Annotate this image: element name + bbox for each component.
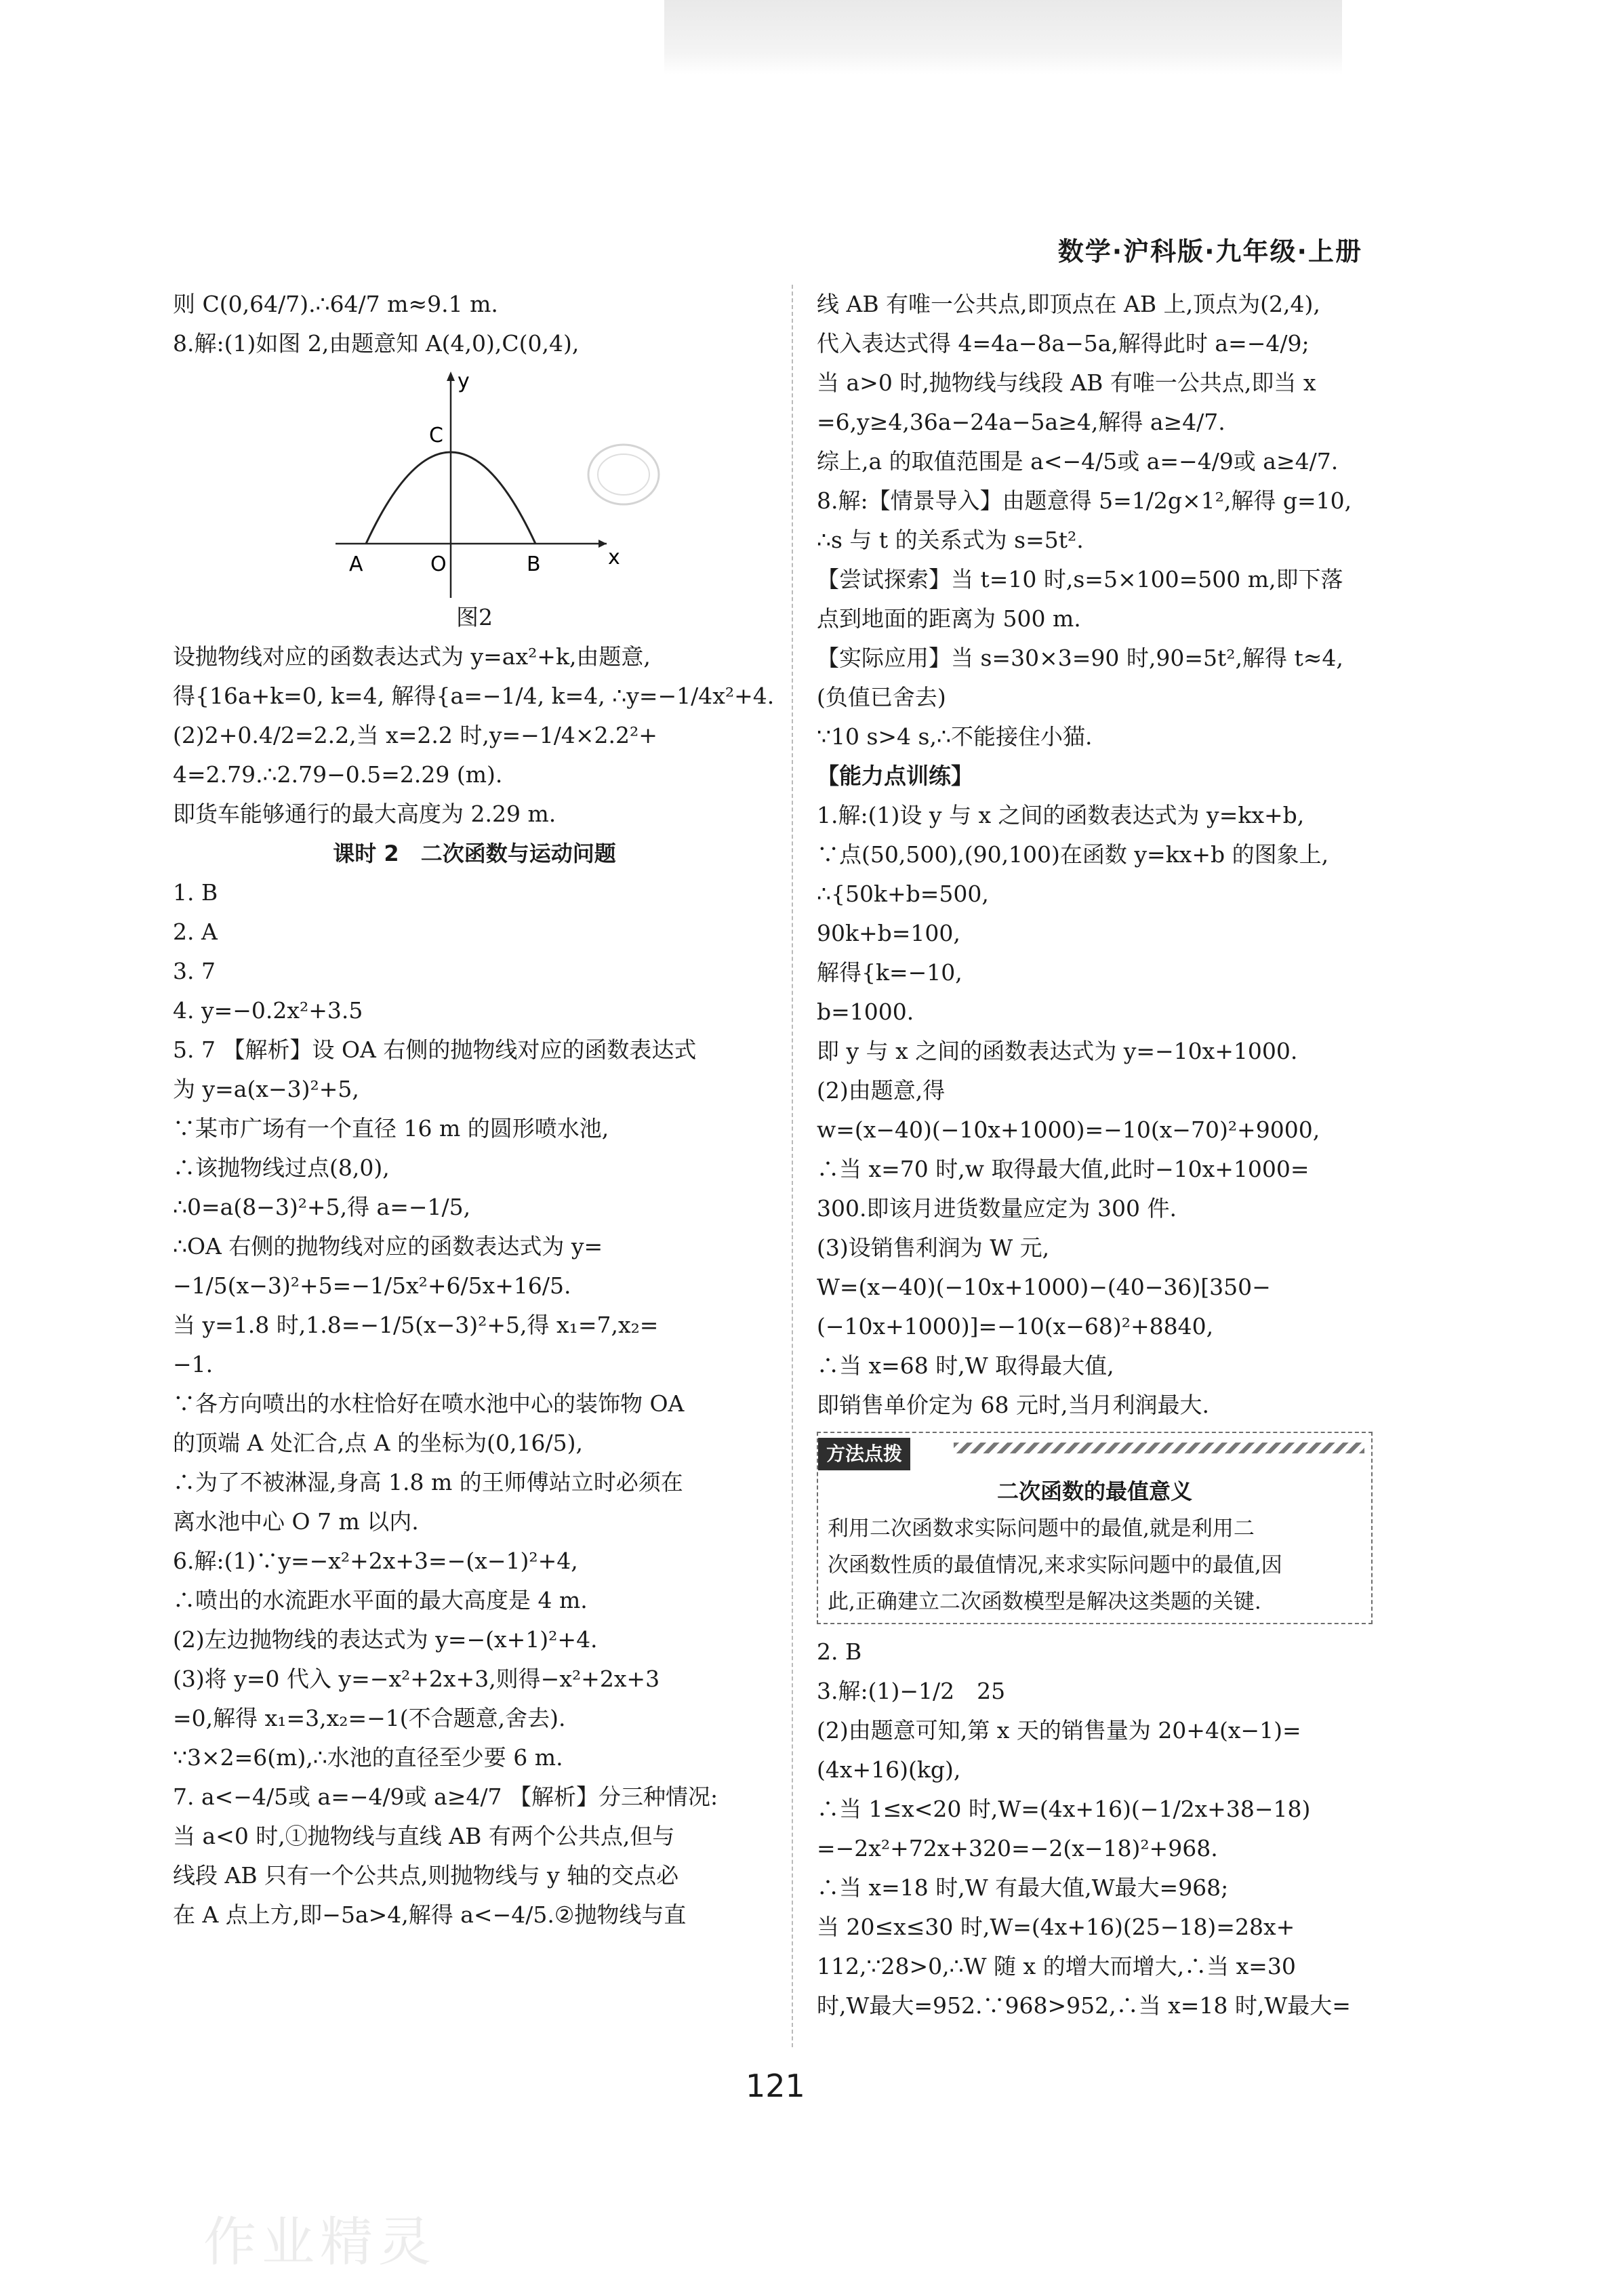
column-divider <box>792 285 793 2047</box>
text-line: 为 y=a(x−3)²+5, <box>173 1076 359 1102</box>
text-line: 当 20≤x≤30 时,W=(4x+16)(25−18)=28x+ <box>817 1914 1295 1940</box>
text-line: 即销售单价定为 68 元时,当月利润最大. <box>817 1392 1209 1418</box>
text-line: (负值已舍去) <box>817 684 946 710</box>
text-line: (2)左边抛物线的表达式为 y=−(x+1)²+4. <box>173 1626 598 1653</box>
answer-line: 2. A <box>173 919 218 945</box>
text-line: ∴当 x=68 时,W 取得最大值, <box>817 1352 1114 1379</box>
text-line: ∵各方向喷出的水柱恰好在喷水池中心的装饰物 OA <box>173 1390 685 1417</box>
point-a-label: A <box>349 552 363 576</box>
text-line: 300.即该月进货数量应定为 300 件. <box>817 1195 1177 1222</box>
text-line: ∵某市广场有一个直径 16 m 的圆形喷水池, <box>173 1115 609 1142</box>
x-axis-arrow <box>598 540 607 548</box>
text-line: 得{16a+k=0, k=4, 解得{a=−1/4, k=4, ∴y=−1/4x²+4. <box>173 683 775 709</box>
text-line: 3.解:(1)−1/2 25 <box>817 1678 1006 1704</box>
text-line: −1. <box>173 1351 214 1377</box>
text-line: (3)设销售利润为 W 元, <box>817 1234 1050 1261</box>
stamp-icon <box>583 434 664 515</box>
text-line: ∴0=a(8−3)²+5,得 a=−1/5, <box>173 1194 471 1220</box>
scan-shadow-band <box>664 0 1342 75</box>
text-line: 即 y 与 x 之间的函数表达式为 y=−10x+1000. <box>817 1038 1298 1064</box>
text-line: 90k+b=100, <box>817 920 960 946</box>
text-line: ∴{50k+b=500, <box>817 881 989 907</box>
tip-stripe <box>954 1443 1364 1453</box>
method-tip-line: 此,正确建立二次函数模型是解决这类题的关键. <box>828 1590 1261 1614</box>
answer-line: 2. B <box>817 1638 862 1665</box>
text-line: =0,解得 x₁=3,x₂=−1(不合题意,舍去). <box>173 1705 566 1731</box>
text-line: 6.解:(1)∵y=−x²+2x+3=−(x−1)²+4, <box>173 1548 578 1574</box>
text-line: ∵点(50,500),(90,100)在函数 y=kx+b 的图象上, <box>817 841 1329 868</box>
text-line: w=(x−40)(−10x+1000)=−10(x−70)²+9000, <box>817 1116 1320 1143</box>
text-line: 的顶端 A 处汇合,点 A 的坐标为(0,16/5), <box>173 1430 583 1456</box>
page-header: 数学·沪科版·九年级·上册 <box>1057 237 1362 266</box>
watermark: 作业精灵 <box>203 2212 437 2273</box>
text-line: 当 a<0 时,①抛物线与直线 AB 有两个公共点,但与 <box>173 1823 675 1849</box>
section-heading: 【能力点训练】 <box>817 763 973 789</box>
text-line: 【尝试探索】当 t=10 时,s=5×100=500 m,即下落 <box>817 566 1343 592</box>
point-c-label: C <box>429 424 443 447</box>
method-tip-line: 利用二次函数求实际问题中的最值,就是利用二 <box>828 1516 1255 1541</box>
method-tip-tag: 方法点拨 <box>818 1438 910 1470</box>
x-axis-label: x <box>608 546 620 569</box>
text-line: ∵10 s>4 s,∴不能接住小猫. <box>817 723 1093 750</box>
method-tip-box <box>817 1432 1373 1624</box>
text-line: 离水池中心 O 7 m 以内. <box>173 1508 419 1535</box>
text-line: 8.解:【情景导入】由题意得 5=1/2g×1²,解得 g=10, <box>817 487 1352 514</box>
text-line: 解得{k=−10, <box>817 959 962 986</box>
text-line: ∴该抛物线过点(8,0), <box>173 1154 390 1181</box>
text-line: ∴为了不被淋湿,身高 1.8 m 的王师傅站立时必须在 <box>173 1469 683 1495</box>
text-line: (−10x+1000)]=−10(x−68)²+8840, <box>817 1313 1214 1340</box>
text-line: ∵3×2=6(m),∴水池的直径至少要 6 m. <box>173 1744 563 1771</box>
text-line: 代入表达式得 4=4a−8a−5a,解得此时 a=−4/9; <box>817 330 1310 357</box>
text-line: (2)由题意可知,第 x 天的销售量为 20+4(x−1)= <box>817 1717 1301 1744</box>
text-line: (2)由题意,得 <box>817 1077 946 1104</box>
text-line: ∴s 与 t 的关系式为 s=5t². <box>817 527 1084 553</box>
parabola-figure <box>173 367 776 598</box>
text-line: =−2x²+72x+320=−2(x−18)²+968. <box>817 1835 1218 1861</box>
method-tip-line: 次函数性质的最值情况,来求实际问题中的最值,因 <box>828 1553 1282 1577</box>
point-b-label: B <box>527 552 541 576</box>
answer-line: 1. B <box>173 879 218 906</box>
parabola-graph <box>336 367 620 598</box>
text-line: 则 C(0,64/7).∴64/7 m≈9.1 m. <box>173 291 498 317</box>
text-line: 即货车能够通行的最大高度为 2.29 m. <box>173 801 556 827</box>
text-line: ∴当 x=70 时,w 取得最大值,此时−10x+1000= <box>817 1156 1310 1182</box>
text-line: =6,y≥4,36a−24a−5a≥4,解得 a≥4/7. <box>817 409 1225 435</box>
text-line: 4=2.79.∴2.79−0.5=2.29 (m). <box>173 761 503 788</box>
text-line: 时,W最大=952.∵968>952,∴当 x=18 时,W最大= <box>817 1992 1351 2019</box>
left-column <box>173 285 776 1935</box>
text-line: 在 A 点上方,即−5a>4,解得 a<−4/5.②抛物线与直 <box>173 1901 687 1928</box>
text-line: 1.解:(1)设 y 与 x 之间的函数表达式为 y=kx+b, <box>817 802 1305 828</box>
text-line: (3)将 y=0 代入 y=−x²+2x+3,则得−x²+2x+3 <box>173 1666 660 1692</box>
text-line: 【实际应用】当 s=30×3=90 时,90=5t²,解得 t≈4, <box>817 645 1343 671</box>
text-line: 点到地面的距离为 500 m. <box>817 605 1081 632</box>
text-line: 5. 7 【解析】设 OA 右侧的抛物线对应的函数表达式 <box>173 1036 697 1063</box>
text-line: 线 AB 有唯一公共点,即顶点在 AB 上,顶点为(2,4), <box>817 291 1320 317</box>
text-line: ∴当 1≤x<20 时,W=(4x+16)(−1/2x+38−18) <box>817 1796 1311 1822</box>
text-line: ∴当 x=18 时,W 有最大值,W最大=968; <box>817 1874 1229 1901</box>
text-line: 线段 AB 只有一个公共点,则抛物线与 y 轴的交点必 <box>173 1862 679 1889</box>
text-line: 设抛物线对应的函数表达式为 y=ax²+k,由题意, <box>173 643 651 670</box>
text-line: 当 y=1.8 时,1.8=−1/5(x−3)²+5,得 x₁=7,x₂= <box>173 1312 659 1338</box>
lesson-heading: 课时 2 二次函数与运动问题 <box>333 841 616 866</box>
text-line: 8.解:(1)如图 2,由题意知 A(4,0),C(0,4), <box>173 330 580 357</box>
origin-label: O <box>430 552 447 576</box>
text-line: 112,∵28>0,∴W 随 x 的增大而增大,∴当 x=30 <box>817 1953 1296 1979</box>
text-line: b=1000. <box>817 999 914 1025</box>
text-line: (2)2+0.4/2=2.2,当 x=2.2 时,y=−1/4×2.2²+ <box>173 722 657 748</box>
y-axis-label: y <box>458 369 470 393</box>
answer-line: 3. 7 <box>173 958 216 984</box>
text-line: −1/5(x−3)²+5=−1/5x²+6/5x+16/5. <box>173 1272 571 1299</box>
text-line: W=(x−40)(−10x+1000)−(40−36)[350− <box>817 1274 1271 1300</box>
text-line: (4x+16)(kg), <box>817 1756 961 1783</box>
y-axis-arrow <box>447 371 455 381</box>
text-line: 7. a<−4/5或 a=−4/9或 a≥4/7 【解析】分三种情况: <box>173 1784 718 1810</box>
right-column <box>817 285 1373 2026</box>
answer-line: 4. y=−0.2x²+3.5 <box>173 997 363 1024</box>
page-number: 121 <box>746 2068 805 2104</box>
text-line: 综上,a 的取值范围是 a<−4/5或 a=−4/9或 a≥4/7. <box>817 448 1339 475</box>
text-line: ∴OA 右侧的抛物线对应的函数表达式为 y= <box>173 1233 603 1260</box>
text-line: 当 a>0 时,抛物线与线段 AB 有唯一公共点,即当 x <box>817 369 1316 396</box>
method-tip-title: 二次函数的最值意义 <box>996 1478 1192 1504</box>
text-line: ∴喷出的水流距水平面的最大高度是 4 m. <box>173 1587 588 1613</box>
figure-caption: 图2 <box>456 604 493 630</box>
